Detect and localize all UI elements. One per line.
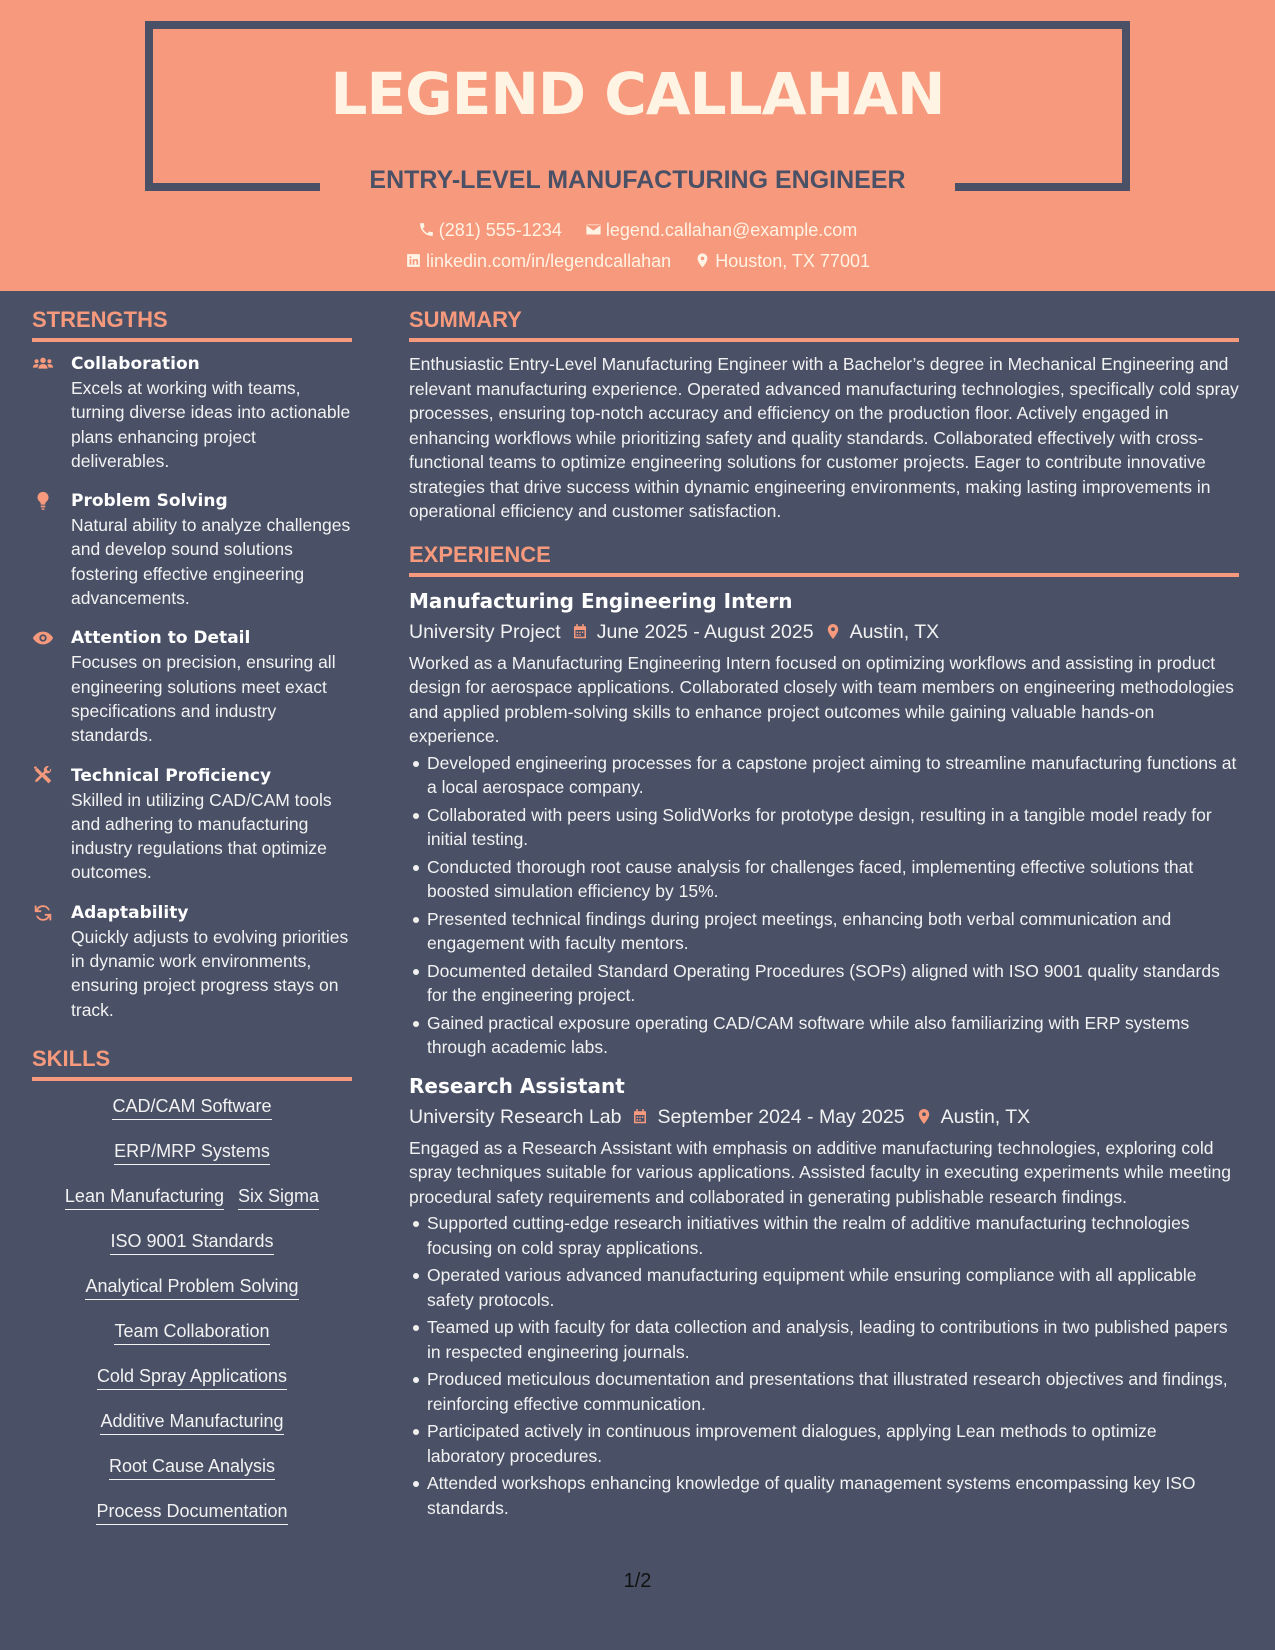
job-bullets	[409, 751, 1239, 1060]
bullet-item: Produced meticulous documentation and presentations that illustrated research objectives and findings, reinforcing effective communication.	[409, 1367, 1239, 1416]
header-band	[0, 0, 1275, 291]
job-title: ENTRY-LEVEL MANUFACTURING ENGINEER	[369, 166, 906, 194]
experience-heading: EXPERIENCE	[409, 540, 1239, 577]
job-dates: September 2024 - May 2025	[657, 1105, 905, 1128]
right-column	[409, 305, 1239, 1532]
skill-tag: CAD/CAM Software	[112, 1093, 271, 1120]
strength-title: Problem Solving	[71, 491, 228, 512]
linkedin-contact[interactable]	[405, 251, 671, 272]
strength-title: Attention to Detail	[71, 628, 251, 649]
strength-item	[32, 489, 352, 610]
summary-text: Enthusiastic Entry-Level Manufacturing Engineer with a Bachelor’s degree in Mechanical Engineering and relevant manufacturing experience. Operated advanced manufacturing technologies, specifically cold spray processes, ensuring top-notch accuracy and efficiency on the production floor. Actively engaged in enhancing workflows while prioritizing safety and quality standards. Collaborated effectively with cross-functional teams to optimize engineering solutions for customer projects. Eager to contribute innovative strategies that drive success within dynamic engineering environments, making lasting improvements in operational efficiency and customer satisfaction.	[409, 354, 1239, 521]
skill-tag: Process Documentation	[96, 1498, 287, 1525]
location-text: Houston, TX 77001	[715, 251, 870, 271]
bullet-item: Presented technical findings during project meetings, enhancing both verbal communication and engagement with faculty mentors.	[409, 907, 1239, 956]
skills-list	[32, 1091, 352, 1541]
job-meta	[409, 1100, 1239, 1134]
tools-icon	[32, 765, 56, 787]
skill-tag: ISO 9001 Standards	[110, 1228, 273, 1255]
job-dates: June 2025 - August 2025	[596, 620, 814, 643]
page-number: 1/2	[623, 1570, 652, 1592]
job-meta	[409, 615, 1239, 649]
bullet-item: Participated actively in continuous improvement dialogues, applying Lean methods to optimize laboratory procedures.	[409, 1419, 1239, 1468]
skill-tag: Lean Manufacturing	[65, 1183, 224, 1210]
job-org: University Research Lab	[409, 1105, 622, 1128]
strength-desc: Quickly adjusts to evolving priorities in dynamic work environments, ensuring project progress stays on track.	[71, 926, 349, 1020]
job-location: Austin, TX	[849, 620, 940, 643]
refresh-icon	[32, 902, 56, 924]
strength-title: Collaboration	[71, 354, 200, 374]
phone-text: (281) 555-1234	[438, 220, 562, 240]
summary-heading: SUMMARY	[409, 305, 1239, 342]
skills-heading: SKILLS	[32, 1044, 352, 1081]
job-entry	[409, 1072, 1239, 1521]
bullet-item: Collaborated with peers using SolidWorks for prototype design, resulting in a tangible model ready for initial testing.	[409, 803, 1239, 852]
map-pin-icon	[915, 1107, 933, 1126]
name-frame-bottom-left	[145, 183, 320, 191]
job-description: Engaged as a Research Assistant with emphasis on additive manufacturing technologies, exploring cold spray techniques suitable for various applications. Assisted faculty in executing experiments while meeting procedural safety requirements and collaborated in generating publishable research findings.	[409, 1137, 1231, 1207]
bullet-item: Operated various advanced manufacturing equipment while ensuring compliance with all applicable safety protocols.	[409, 1263, 1239, 1312]
skill-tag: Additive Manufacturing	[100, 1408, 283, 1435]
bullet-item: Supported cutting-edge research initiatives within the realm of additive manufacturing technologies focusing on cold spray applications.	[409, 1211, 1239, 1260]
job-bullets	[409, 1211, 1239, 1520]
users-icon	[32, 353, 56, 375]
strength-item	[32, 764, 352, 885]
left-column	[32, 305, 352, 1541]
phone-contact[interactable]	[418, 220, 562, 241]
job-role: Research Assistant	[409, 1073, 625, 1098]
job-org: University Project	[409, 620, 561, 643]
name-frame-bottom-right	[955, 183, 1130, 191]
strengths-heading: STRENGTHS	[32, 305, 352, 342]
strength-desc: Excels at working with teams, turning diverse ideas into actionable plans enhancing project deliverables.	[71, 378, 351, 471]
linkedin-text: linkedin.com/in/legendcallahan	[426, 251, 672, 271]
strength-desc: Skilled in utilizing CAD/CAM tools and adhering to manufacturing industry regulations that optimize outcomes.	[71, 789, 332, 883]
skill-tag: Team Collaboration	[114, 1318, 269, 1345]
job-role: Manufacturing Engineering Intern	[409, 588, 793, 613]
candidate-name: LEGEND CALLAHAN	[330, 60, 945, 128]
strength-item	[32, 352, 352, 473]
map-pin-icon	[694, 252, 711, 269]
linkedin-icon	[405, 252, 422, 269]
strength-item	[32, 626, 352, 747]
job-description: Worked as a Manufacturing Engineering Intern focused on optimizing workflows and assisting in product design for aerospace applications. Collaborated closely with team members on engineering methodologies and applied problem-solving skills to enhance project outcomes while gaining valuable hands-on experience.	[409, 652, 1234, 746]
phone-icon	[418, 221, 435, 238]
strength-item	[32, 901, 352, 1022]
bullet-item: Documented detailed Standard Operating Procedures (SOPs) aligned with ISO 9001 quality standards for the engineering project.	[409, 959, 1239, 1008]
skill-tag: Six Sigma	[238, 1183, 319, 1210]
lightbulb-icon	[32, 490, 56, 512]
email-text: legend.callahan@example.com	[605, 220, 858, 240]
envelope-icon	[585, 221, 602, 238]
strength-title: Technical Proficiency	[71, 765, 272, 786]
contact-row-2	[0, 251, 1275, 272]
calendar-icon	[571, 622, 589, 641]
eye-icon	[32, 627, 56, 649]
job-entry	[409, 587, 1239, 1060]
bullet-item: Gained practical exposure operating CAD/CAM software while also familiarizing with ERP systems through academic labs.	[409, 1011, 1239, 1060]
strength-desc: Natural ability to analyze challenges and develop sound solutions fostering effective engineering advancements.	[71, 515, 351, 609]
calendar-icon	[631, 1107, 649, 1126]
bullet-item: Attended workshops enhancing knowledge of quality management systems encompassing key ISO standards.	[409, 1471, 1239, 1520]
location-contact	[694, 251, 870, 272]
email-contact[interactable]	[585, 220, 857, 241]
skill-tag: Cold Spray Applications	[97, 1363, 287, 1390]
skill-tag: ERP/MRP Systems	[114, 1138, 270, 1165]
bullet-item: Conducted thorough root cause analysis for challenges faced, implementing effective solutions that boosted simulation efficiency by 15%.	[409, 855, 1239, 904]
strength-desc: Focuses on precision, ensuring all engineering solutions meet exact specifications and industry standards.	[71, 652, 336, 746]
strength-title: Adaptability	[71, 902, 189, 923]
map-pin-icon	[824, 622, 842, 641]
bullet-item: Developed engineering processes for a capstone project aiming to streamline manufacturing functions at a local aerospace company.	[409, 751, 1239, 800]
skill-tag: Analytical Problem Solving	[85, 1273, 298, 1300]
bullet-item: Teamed up with faculty for data collection and analysis, leading to contributions in two published papers in respected engineering journals.	[409, 1315, 1239, 1364]
contact-row-1	[0, 220, 1275, 241]
skill-tag: Root Cause Analysis	[109, 1453, 275, 1480]
job-location: Austin, TX	[940, 1105, 1031, 1128]
